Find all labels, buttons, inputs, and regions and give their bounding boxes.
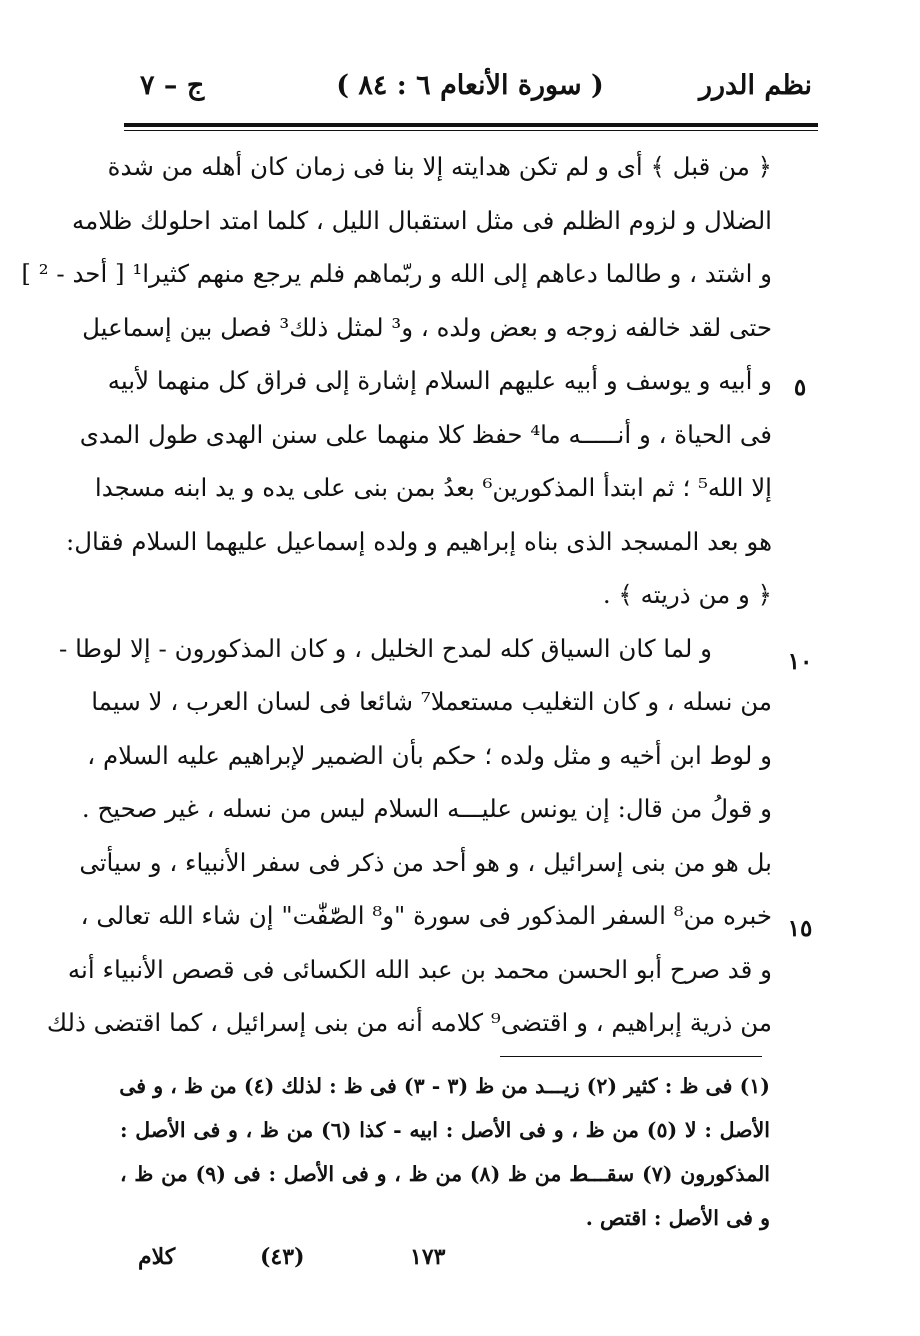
book-title: نظم الدرر xyxy=(698,70,812,101)
footnote-line: المذكورون (٧) سقـــط من ظ (٨) من ظ ، و فى الأصل : فى (٩) من ظ ، xyxy=(120,1162,770,1186)
catchword: كلام xyxy=(138,1244,176,1270)
text-line: ﴿ و من ذريته ﴾ . xyxy=(602,580,772,609)
text-line: بل هو من بنى إسرائيل ، و هو أحد من ذكر فى سفر الأنبياء ، و سيأتى xyxy=(79,847,772,877)
text-line: فى الحياة ، و أنـــــه ما⁴ حفظ كلا منهما على سنن الهدى طول المدى xyxy=(79,419,772,449)
volume-number: ج – ٧ xyxy=(140,70,205,101)
line-number-15: ١٥ xyxy=(787,915,813,942)
main-text xyxy=(21,140,772,1050)
line-number-5: ٥ xyxy=(793,374,807,401)
text-line: ﴿ من قبل ﴾ أى و لم تكن هدايته إلا بنا فى زمان كان أهله من شدة xyxy=(107,152,772,181)
footnote-line: (١) فى ظ : كثير (٢) زيـــد من ظ (٣ - ٣) فى ظ : لذلك (٤) من ظ ، و فى xyxy=(119,1074,770,1098)
text-line: و لوط ابن أخيه و مثل ولده ؛ حكم بأن الضمير لإبراهيم عليه السلام ، xyxy=(87,740,772,770)
text-line: هو بعد المسجد الذى بناه إبراهيم و ولده إسماعيل عليهما السلام فقال: xyxy=(65,526,772,556)
page-number: ١٧٣ xyxy=(410,1244,446,1270)
line-number-10: ١٠ xyxy=(787,648,813,675)
footnote-line: الأصل : لا (٥) من ظ ، و فى الأصل : ابيه - كذا (٦) من ظ ، و فى الأصل : xyxy=(120,1118,770,1142)
header-rule-thin xyxy=(124,130,818,131)
surah-reference: ( سورة الأنعام ٦ : ٨٤ ) xyxy=(336,70,604,101)
text-line: حتى لقد خالفه زوجه و بعض ولده ، و³ لمثل ذلك³ فصل بين إسماعيل xyxy=(82,312,772,342)
text-line: إلا الله⁵ ؛ ثم ابتدأ المذكورين⁶ بعدُ بمن بنى على يده و يد ابنه مسجدا xyxy=(94,473,772,502)
signature-mark: (٤٣) xyxy=(260,1244,305,1270)
header-rule xyxy=(124,123,818,127)
footnote-rule xyxy=(500,1056,762,1057)
text-line: من نسله ، و كان التغليب مستعملا⁷ شائعا فى لسان العرب ، لا سيما xyxy=(91,687,772,716)
footnote-line: و فى الأصل : اقتص . xyxy=(585,1206,770,1230)
text-line: و قولُ من قال: إن يونس عليـــه السلام ليس من نسله ، غير صحيح . xyxy=(81,794,772,823)
text-line: و اشتد ، و طالما دعاهم إلى الله و ربّماهم فلم يرجع منهم كثيرا¹ [ أحد - ² ] xyxy=(21,259,772,288)
text-line: و لما كان السياق كله لمدح الخليل ، و كان المذكورون - إلا لوطا - xyxy=(59,633,712,663)
text-line: و أبيه و يوسف و أبيه عليهم السلام إشارة إلى فراق كل منهما لأبيه xyxy=(107,366,772,395)
footnotes xyxy=(120,1064,770,1240)
text-line: من ذرية إبراهيم ، و اقتضى⁹ كلامه أنه من بنى إسرائيل ، كما اقتضى ذلك xyxy=(46,1008,772,1037)
text-line: الضلال و لزوم الظلم فى مثل استقبال الليل ، كلما امتد احلولك ظلامه xyxy=(71,205,772,235)
running-header xyxy=(120,70,820,110)
text-line: و قد صرح أبو الحسن محمد بن عبد الله الكسائى فى قصص الأنبياء أنه xyxy=(67,954,772,984)
text-line: خبره من⁸ السفر المذكور فى سورة "و⁸ الصّٰفّٰت" إن شاء الله تعالى ، xyxy=(80,901,772,930)
